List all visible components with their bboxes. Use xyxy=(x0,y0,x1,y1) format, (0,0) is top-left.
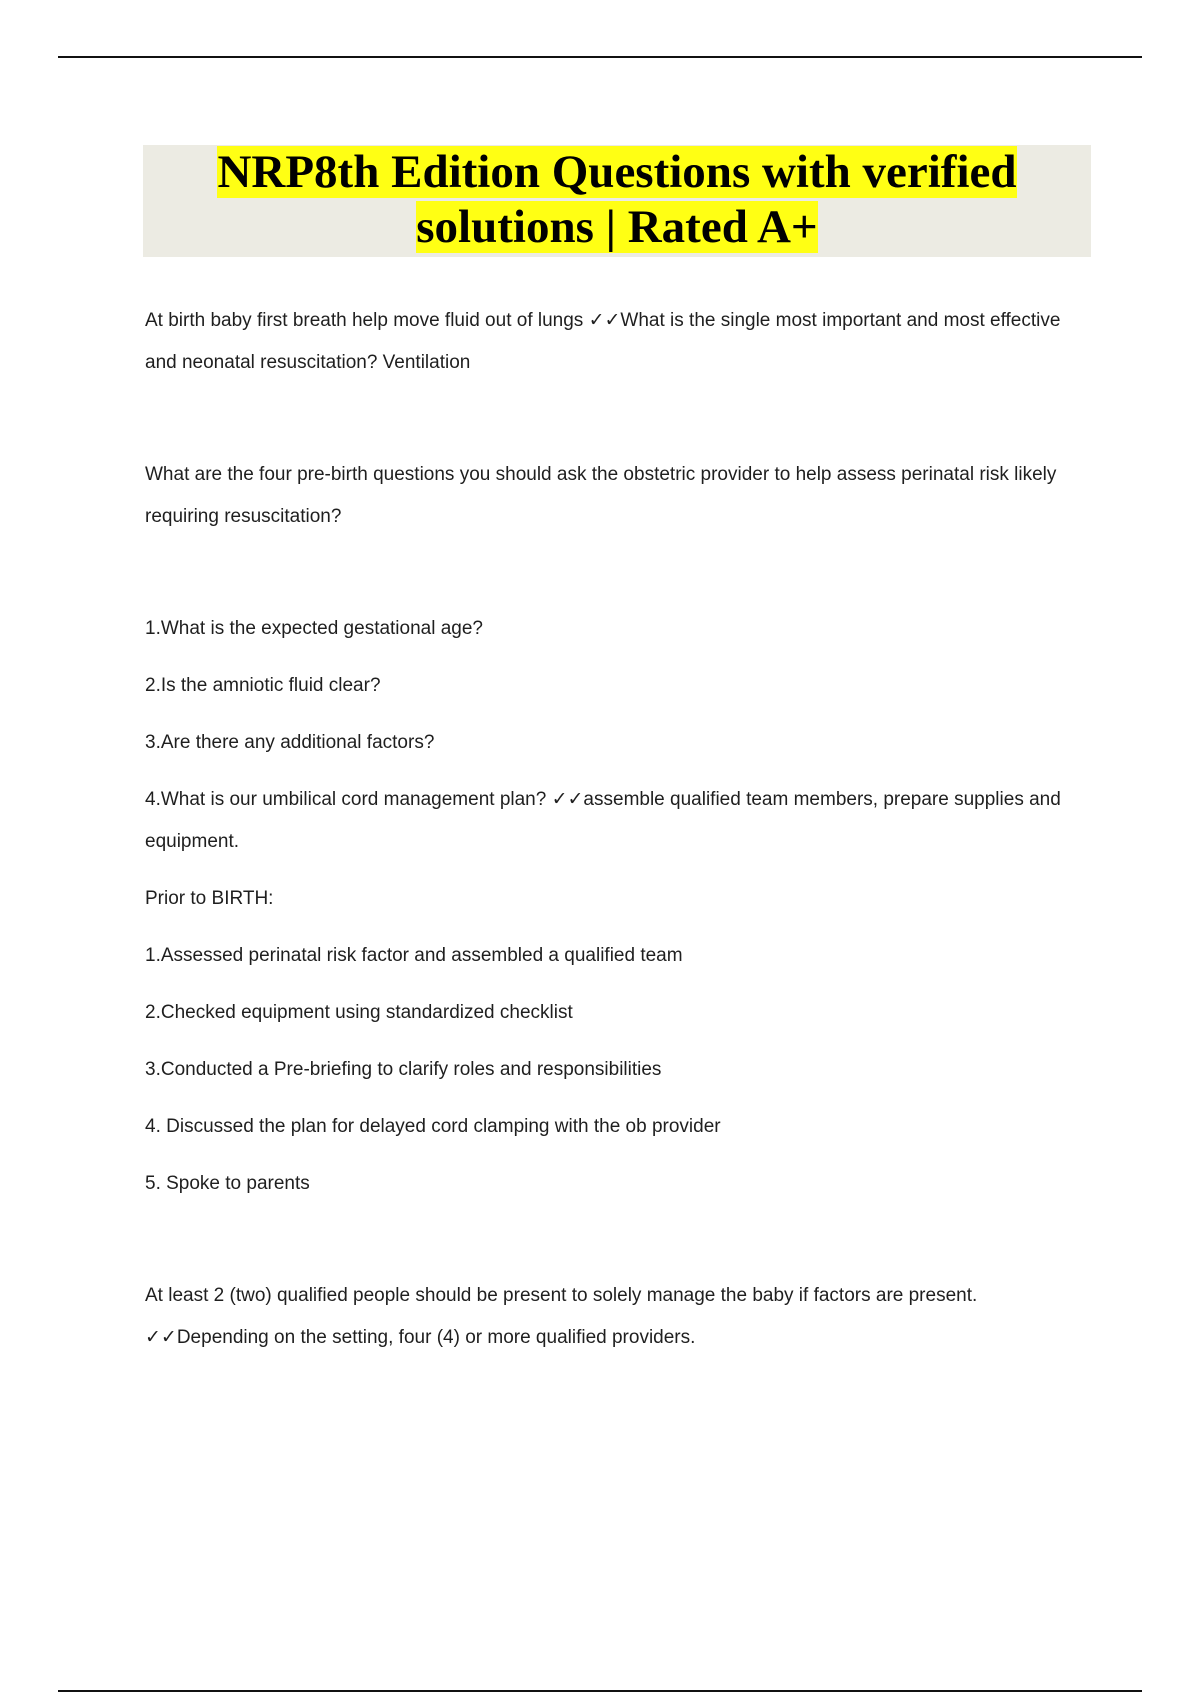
list-item: 4. Discussed the plan for delayed cord clamping with the ob provider xyxy=(145,1116,721,1137)
spacer xyxy=(145,538,1090,608)
section-heading-prior-to-birth: Prior to BIRTH: xyxy=(145,888,274,909)
document-title: NRP8th Edition Questions with verified solutions | Rated A+ xyxy=(217,146,1017,253)
paragraph-first-breath: At birth baby first breath help move fluid out of lungs ✓✓What is the single most important and most effective and neonatal resuscitation? Ventilation xyxy=(145,310,1061,373)
list-item: 4.What is our umbilical cord management plan? ✓✓assemble qualified team members, prepare supplies and equipment. xyxy=(145,789,1061,852)
list-item: 3.Conducted a Pre-briefing to clarify roles and responsibilities xyxy=(145,1059,662,1080)
list-item: 1.What is the expected gestational age? xyxy=(145,618,484,639)
paragraph-pre-birth-questions: What are the four pre-birth questions you should ask the obstetric provider to help assess perinatal risk likely requiring resuscitation? xyxy=(145,464,1057,527)
list-item: 2.Checked equipment using standardized checklist xyxy=(145,1002,573,1023)
paragraph-qualified-people: At least 2 (two) qualified people should be present to solely manage the baby if factors are present. ✓✓Depending on the setting, four (4) or more qualified providers. xyxy=(145,1285,978,1348)
document-body xyxy=(145,300,1090,1359)
list-item: 5. Spoke to parents xyxy=(145,1173,310,1194)
list-item: 3.Are there any additional factors? xyxy=(145,732,435,753)
list-item: 2.Is the amniotic fluid clear? xyxy=(145,675,381,696)
spacer xyxy=(145,1205,1090,1275)
list-item: 1.Assessed perinatal risk factor and assembled a qualified team xyxy=(145,945,683,966)
question-list xyxy=(145,608,1090,1205)
top-rule xyxy=(58,56,1142,58)
title-band xyxy=(143,145,1091,257)
spacer xyxy=(145,384,1090,454)
bottom-rule xyxy=(58,1690,1142,1692)
